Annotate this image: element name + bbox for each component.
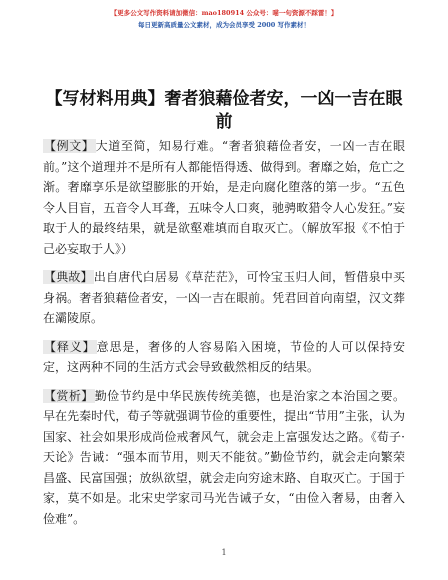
paragraph-tag: 【典故】 xyxy=(44,270,93,284)
paragraph-tag: 【释义】 xyxy=(44,339,96,354)
banner-line-update: 每日更新高质量公文素材，成为会员享受 2000 写作素材！ xyxy=(137,21,311,29)
paragraph-text: 意思是，奢侈的人容易陷入困境，节俭的人可以保持安定，这两种不同的生活方式会导致截然相反的结果。 xyxy=(43,339,405,374)
header-banner xyxy=(0,8,448,30)
paragraph-text: 出自唐代白居易《草茫茫》，可怜宝玉归人间，暂借泉中买身祸。奢者狼藉俭者安，一凶一吉在眼前。凭君回首向南望，汉文葬在灞陵原。 xyxy=(43,270,405,325)
paragraph-meaning xyxy=(43,337,405,378)
document-title: 【写材料用典】奢者狼藉俭者安，一凶一吉在眼前 xyxy=(45,89,403,132)
paragraph-text: 勤俭节约是中华民族传统美德，也是治家之本治国之要。早在先秦时代，荀子等就强调节俭的重要性，提出“节用”主张，认为国家、社会如果形成尚俭戒奢风气，就会走上富强发达之路。《荀子·天论》告诫：“强本而节用，则天不能贫。”勤俭节约，就会走向繁荣昌盛、民富国强；放纵欲望，就会走向穷途末路、自取灭亡。于国于家，莫不如是。北宋史学家司马光告诫子女，“由俭入奢易，由奢入俭难”。 xyxy=(43,388,405,526)
paragraph-tag: 【例文】 xyxy=(44,139,95,153)
page-number: 1 xyxy=(221,548,227,557)
banner-line-promo: 【更多公文写作资料请加微信：mao180914 公众号：喵一句资源不踩雷！】 xyxy=(110,9,338,17)
paragraph-appreciation xyxy=(43,386,405,530)
document-body xyxy=(43,136,405,537)
paragraph-tag: 【赏析】 xyxy=(44,388,94,403)
paragraph-allusion xyxy=(43,267,405,329)
paragraph-example xyxy=(43,136,405,259)
paragraph-text: 大道至简，知易行难。“奢者狼藉俭者安，一凶一吉在眼前。”这个道理并不是所有人都能悟得透、做得到。奢靡之始，危亡之渐。奢靡享乐是欲望膨胀的开始，是走向腐化堕落的第一步。“五色令人目盲，五音令人耳聋，五味令人口爽，驰骋畋猎令人心发狂。”妄取于人的最终结果，就是欲壑难填而自取灭亡。（解放军报《不怕于己必妄取于人》） xyxy=(43,139,405,256)
